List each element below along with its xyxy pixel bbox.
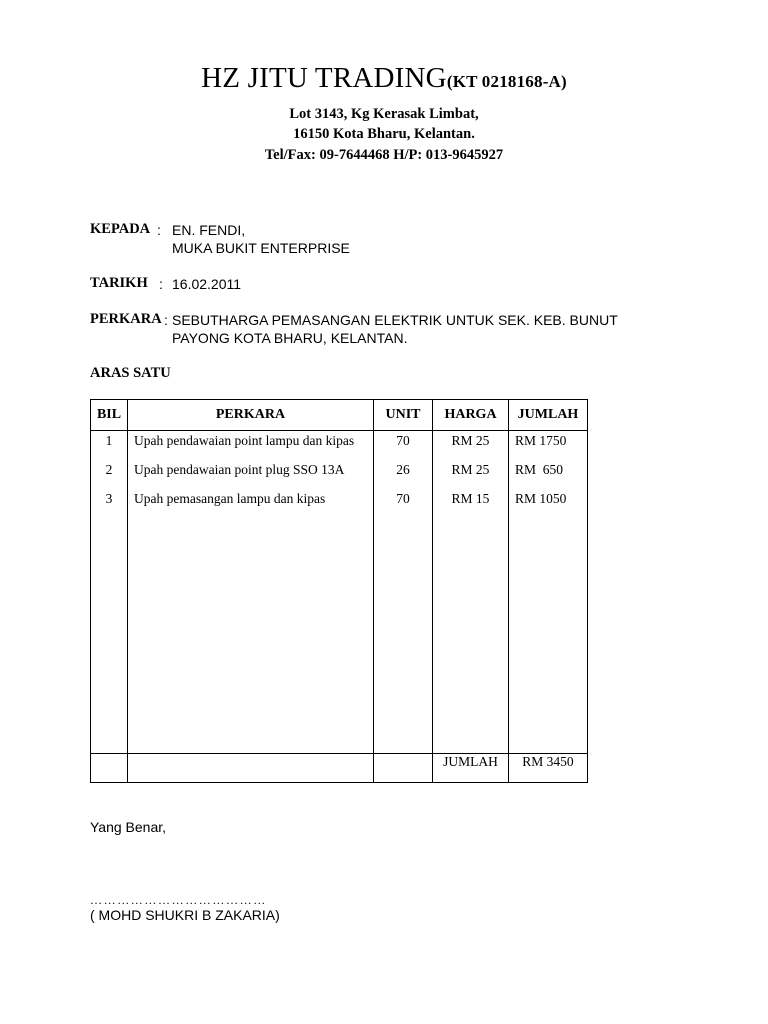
recipient-company: MUKA BUKIT ENTERPRISE bbox=[172, 240, 350, 256]
company-address-line1: Lot 3143, Kg Kerasak Limbat, bbox=[289, 106, 479, 122]
table-cell-jumlah: RM 1050 bbox=[515, 491, 567, 506]
table-total-row bbox=[91, 754, 588, 783]
recipient-label: KEPADA bbox=[90, 221, 151, 237]
header-perkara: PERKARA bbox=[128, 400, 374, 431]
table-cell-perkara: Upah pemasangan lampu dan kipas bbox=[134, 491, 326, 506]
signatory-name: ( MOHD SHUKRI B ZAKARIA) bbox=[90, 907, 280, 923]
company-contact: Tel/Fax: 09-7644468 H/P: 013-9645927 bbox=[264, 147, 504, 163]
subject-line1: SEBUTHARGA PEMASANGAN ELEKTRIK UNTUK SEK. KEB. BUNUT bbox=[172, 312, 618, 328]
perkara-column bbox=[128, 431, 374, 754]
company-name: HZ JITU TRADING bbox=[201, 62, 447, 94]
table-cell-bil: 3 bbox=[105, 491, 113, 506]
header-jumlah: JUMLAH bbox=[509, 400, 588, 431]
company-address-line2: 16150 Kota Bharu, Kelantan. bbox=[293, 126, 475, 142]
company-reg-no: (KT 0218168-A) bbox=[446, 72, 567, 91]
total-value: RM 3450 bbox=[509, 754, 588, 783]
signature-line: ………………………………… bbox=[90, 893, 267, 907]
header-bil: BIL bbox=[91, 400, 128, 431]
subject-label: PERKARA bbox=[90, 311, 162, 327]
section-title: ARAS SATU bbox=[90, 365, 171, 381]
company-title bbox=[0, 62, 768, 95]
table-cell-jumlah: RM 1750 bbox=[515, 433, 567, 448]
header-harga: HARGA bbox=[433, 400, 509, 431]
table-body-row bbox=[91, 431, 588, 754]
table-cell-jumlah: RM 650 bbox=[515, 462, 564, 477]
table-cell-harga: RM 25 bbox=[451, 462, 490, 477]
table-cell-perkara: Upah pendawaian point plug SSO 13A bbox=[134, 462, 345, 477]
header-unit: UNIT bbox=[374, 400, 433, 431]
table-cell-unit: 70 bbox=[396, 491, 410, 506]
table-cell-harga: RM 15 bbox=[451, 491, 490, 506]
table-cell-harga: RM 25 bbox=[451, 433, 490, 448]
table-cell-bil: 2 bbox=[105, 462, 113, 477]
total-label: JUMLAH bbox=[433, 754, 509, 783]
quotation-table bbox=[90, 399, 588, 783]
table-cell-unit: 26 bbox=[396, 462, 410, 477]
harga-column bbox=[433, 431, 509, 754]
subject-separator: : bbox=[164, 312, 168, 328]
table-cell-bil: 1 bbox=[105, 433, 113, 448]
jumlah-column bbox=[509, 431, 588, 754]
bil-column bbox=[91, 431, 128, 754]
date-value: 16.02.2011 bbox=[172, 276, 242, 292]
recipient-separator: : bbox=[157, 222, 161, 238]
total-empty-cell bbox=[128, 754, 374, 783]
recipient-name: EN. FENDI, bbox=[172, 222, 246, 238]
table-header-row bbox=[91, 400, 588, 431]
date-separator: : bbox=[159, 276, 163, 292]
total-empty-cell bbox=[91, 754, 128, 783]
unit-column bbox=[374, 431, 433, 754]
table-cell-perkara: Upah pendawaian point lampu dan kipas bbox=[134, 433, 355, 448]
table-cell-unit: 70 bbox=[396, 433, 410, 448]
date-label: TARIKH bbox=[90, 275, 148, 291]
subject-line2: PAYONG KOTA BHARU, KELANTAN. bbox=[172, 330, 408, 346]
total-empty-cell bbox=[374, 754, 433, 783]
closing-text: Yang Benar, bbox=[90, 819, 167, 835]
